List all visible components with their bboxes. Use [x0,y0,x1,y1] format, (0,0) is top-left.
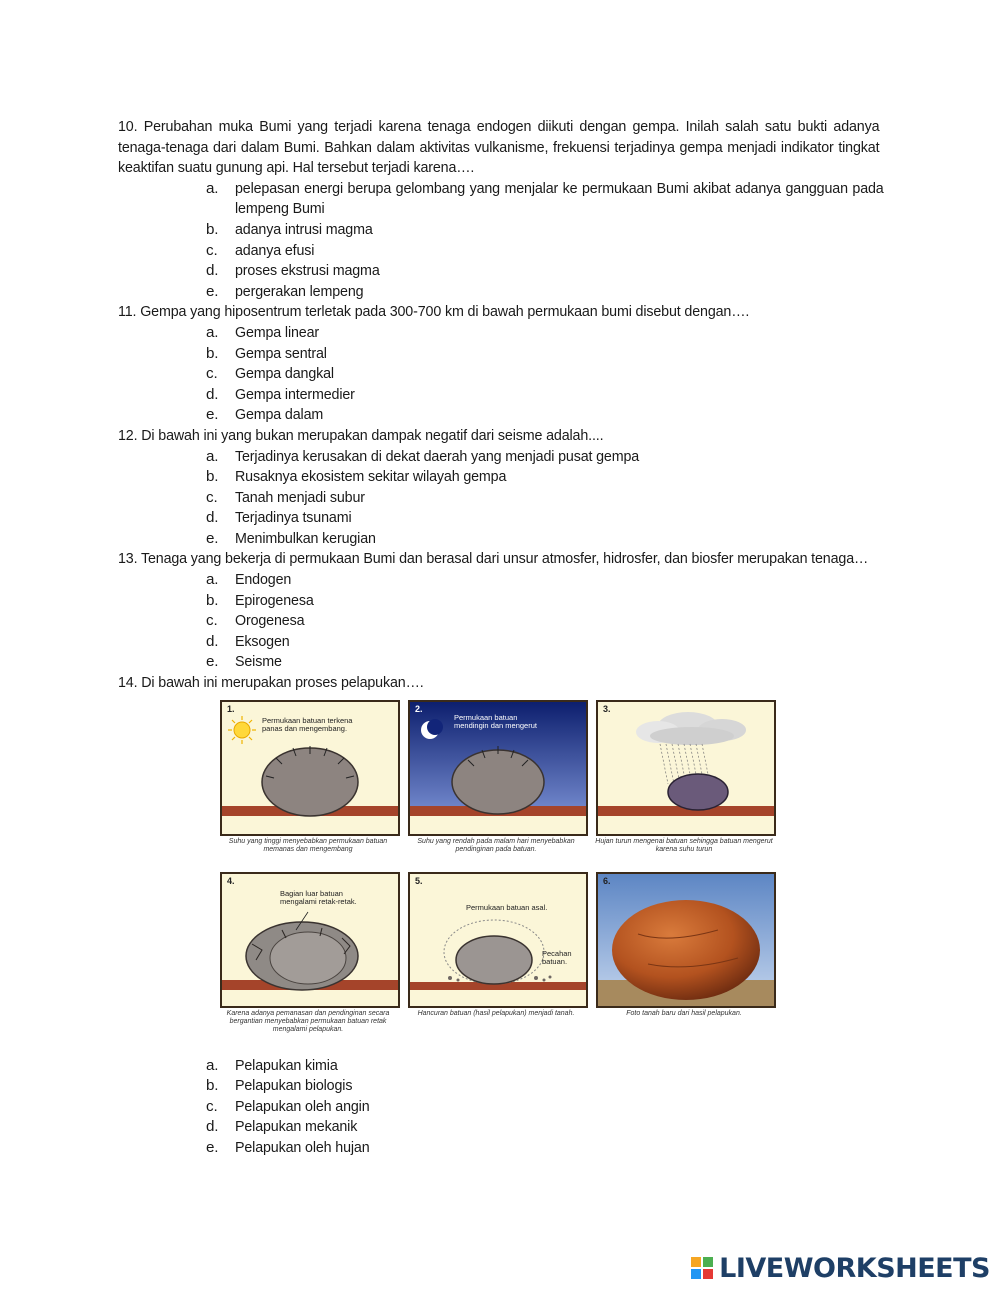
option-letter: b. [206,468,219,486]
option-letter: d. [206,632,219,650]
question-11 [118,302,880,426]
option-text: pelepasan energi berupa gelombang yang menjalar ke permukaan Bumi akibat adanya gangguan pada lempeng Bumi [235,179,884,218]
cloud-icon [636,712,746,745]
option-text: Gempa dalam [235,406,324,424]
option-letter: a. [206,179,219,197]
options-list [118,570,880,673]
boulder [612,900,760,1000]
panel-number: 4. [227,875,235,886]
option-e[interactable] [118,405,880,426]
option-letter: e. [206,1139,219,1156]
weathering-process-figure [220,700,780,1050]
option-text: Pelapukan kimia [235,1056,338,1074]
options-list [118,1056,880,1159]
options-list [118,179,884,303]
option-text: Endogen [235,571,292,589]
option-c[interactable] [118,611,880,632]
sun-icon [228,716,256,744]
option-d[interactable] [118,385,880,406]
option-text: adanya efusi [235,241,315,259]
figure-panel-5 [408,872,588,1008]
option-text: Pelapukan biologis [235,1077,353,1095]
option-letter: d. [206,509,219,527]
option-text: Epirogenesa [235,591,314,609]
option-text: Gempa intermedier [235,385,355,403]
rock [452,750,544,814]
panel-caption: Foto tanah baru dari hasil pelapukan. [626,1009,742,1017]
figure-panel-3 [596,700,776,836]
panel-label-secondary: Pecahan batuan. [542,948,572,967]
option-e[interactable] [118,1138,880,1159]
option-letter: c. [206,241,218,259]
option-e[interactable] [118,529,880,550]
option-text: Pelapukan oleh angin [235,1097,370,1115]
option-b[interactable] [118,220,880,241]
figure-panel-6 [596,872,776,1008]
option-c[interactable] [118,364,880,385]
figure-panel-1 [220,700,400,836]
option-d[interactable] [118,261,880,282]
panel-number: 5. [415,875,423,886]
options-list [118,447,880,550]
rock [456,936,532,984]
option-letter: b. [206,220,219,238]
option-letter: d. [206,262,219,280]
panel-number: 3. [603,703,611,714]
panel-number: 1. [227,703,235,714]
options-list [118,323,880,426]
panel-caption: Hancuran batuan (hasil pelapukan) menjadi tanah. [417,1009,575,1017]
option-a[interactable] [118,570,880,591]
option-d[interactable] [118,1117,880,1138]
question-12 [118,426,880,550]
option-e[interactable] [118,652,880,673]
option-b[interactable] [118,467,880,488]
option-a[interactable] [118,1056,880,1077]
option-text: Rusaknya ekosistem sekitar wilayah gempa [235,468,507,486]
panel-number: 2. [415,703,423,714]
option-text: Gempa sentral [235,344,327,362]
option-text: Orogenesa [235,612,305,630]
option-letter: e. [206,529,219,547]
panel-3-illustration [598,702,774,834]
question-text: 12. Di bawah ini yang bukan merupakan dampak negatif dari seisme adalah.... [118,426,604,444]
option-b[interactable] [118,1076,880,1097]
panel-label: Permukaan batuan terkena panas dan mengembang. [262,715,353,734]
question-13 [118,549,880,673]
rock-core [270,932,346,984]
question-text: 11. Gempa yang hiposentrum terletak pada 300-700 km di bawah permukaan bumi disebut dengan…. [118,303,750,321]
option-letter: e. [206,406,219,424]
panel-number: 6. [603,875,611,886]
option-text: Gempa linear [235,323,320,341]
option-a[interactable] [118,179,884,220]
option-d[interactable] [118,508,880,529]
liveworksheets-logo[interactable] [691,1253,990,1283]
option-a[interactable] [118,447,880,468]
question-14 [118,673,880,1159]
option-letter: a. [206,571,219,589]
option-b[interactable] [118,344,880,365]
option-letter: d. [206,385,219,403]
option-letter: c. [206,365,218,383]
option-c[interactable] [118,1097,880,1118]
option-c[interactable] [118,241,880,262]
option-text: adanya intrusi magma [235,220,373,238]
panel-caption: Suhu yang rendah pada malam hari menyebabkan pendinginan pada batuan. [417,837,575,853]
option-letter: c. [206,612,218,630]
option-text: Eksogen [235,632,290,650]
question-text: 14. Di bawah ini merupakan proses pelapukan…. [118,674,424,692]
option-letter: d. [206,1118,219,1136]
question-text: 13. Tenaga yang bekerja di permukaan Bumi dan berasal dari unsur atmosfer, hidrosfer, dan biosfer merupakan tenaga… [118,550,869,568]
figure-panel-4 [220,872,400,1008]
option-letter: a. [206,447,219,465]
option-e[interactable] [118,282,880,303]
option-letter: e. [206,282,219,300]
question-text: 10. Perubahan muka Bumi yang terjadi karena tenaga endogen diikuti dengan gempa. Inilah salah satu bukti adanya tenaga-tenaga dari dalam Bumi. Bahkan dalam aktivitas vulkanisme, frekuensi terjadinya gempa menjadi indikator tingkat keaktifan suatu gunung api. Hal tersebut terjadi karena…. [118,118,880,177]
option-letter: c. [206,1097,218,1115]
option-text: Tanah menjadi subur [235,488,365,506]
panel-label: Permukaan batuan mendingin dan mengerut [454,712,537,731]
panel-5-illustration [410,874,586,1006]
option-text: pergerakan lempeng [235,282,364,300]
weathered-rock-photo [598,874,774,1006]
option-text: Terjadinya kerusakan di dekat daerah yang menjadi pusat gempa [235,447,640,465]
option-d[interactable] [118,632,880,653]
option-text: Gempa dangkal [235,365,334,383]
panel-label: Bagian luar batuan mengalami retak-retak. [280,888,357,907]
option-letter: e. [206,653,219,671]
option-c[interactable] [118,488,880,509]
logo-text: LIVEWORKSHEETS [719,1252,990,1284]
panel-label: Permukaan batuan asal. [466,902,548,912]
option-text: proses ekstrusi magma [235,262,380,280]
panel-caption: Suhu yang tinggi menyebabkan permukaan batuan memanas dan mengembang [228,837,388,853]
option-letter: b. [206,591,219,609]
rock [668,774,728,810]
option-b[interactable] [118,591,880,612]
option-text: Terjadinya tsunami [235,509,352,527]
figure-panel-2 [408,700,588,836]
worksheet-content [118,117,884,1159]
option-text: Pelapukan mekanik [235,1118,358,1136]
panel-caption: Karena adanya pemanasan dan pendinginan secara bergantian menyebabkan permukaan batuan retak mengalami pelapukan. [226,1009,390,1033]
option-letter: a. [206,323,219,341]
option-a[interactable] [118,323,880,344]
option-letter: a. [206,1056,219,1074]
option-letter: b. [206,344,219,362]
option-letter: b. [206,1077,219,1095]
question-10 [118,117,884,302]
option-text: Pelapukan oleh hujan [235,1139,370,1156]
panel-caption: Hujan turun mengenai batuan sehingga batuan mengerut karena suhu turun [595,837,773,853]
option-text: Menimbulkan kerugian [235,529,376,547]
option-text: Seisme [235,653,282,671]
option-letter: c. [206,488,218,506]
liveworksheets-logo-icon [691,1257,713,1279]
